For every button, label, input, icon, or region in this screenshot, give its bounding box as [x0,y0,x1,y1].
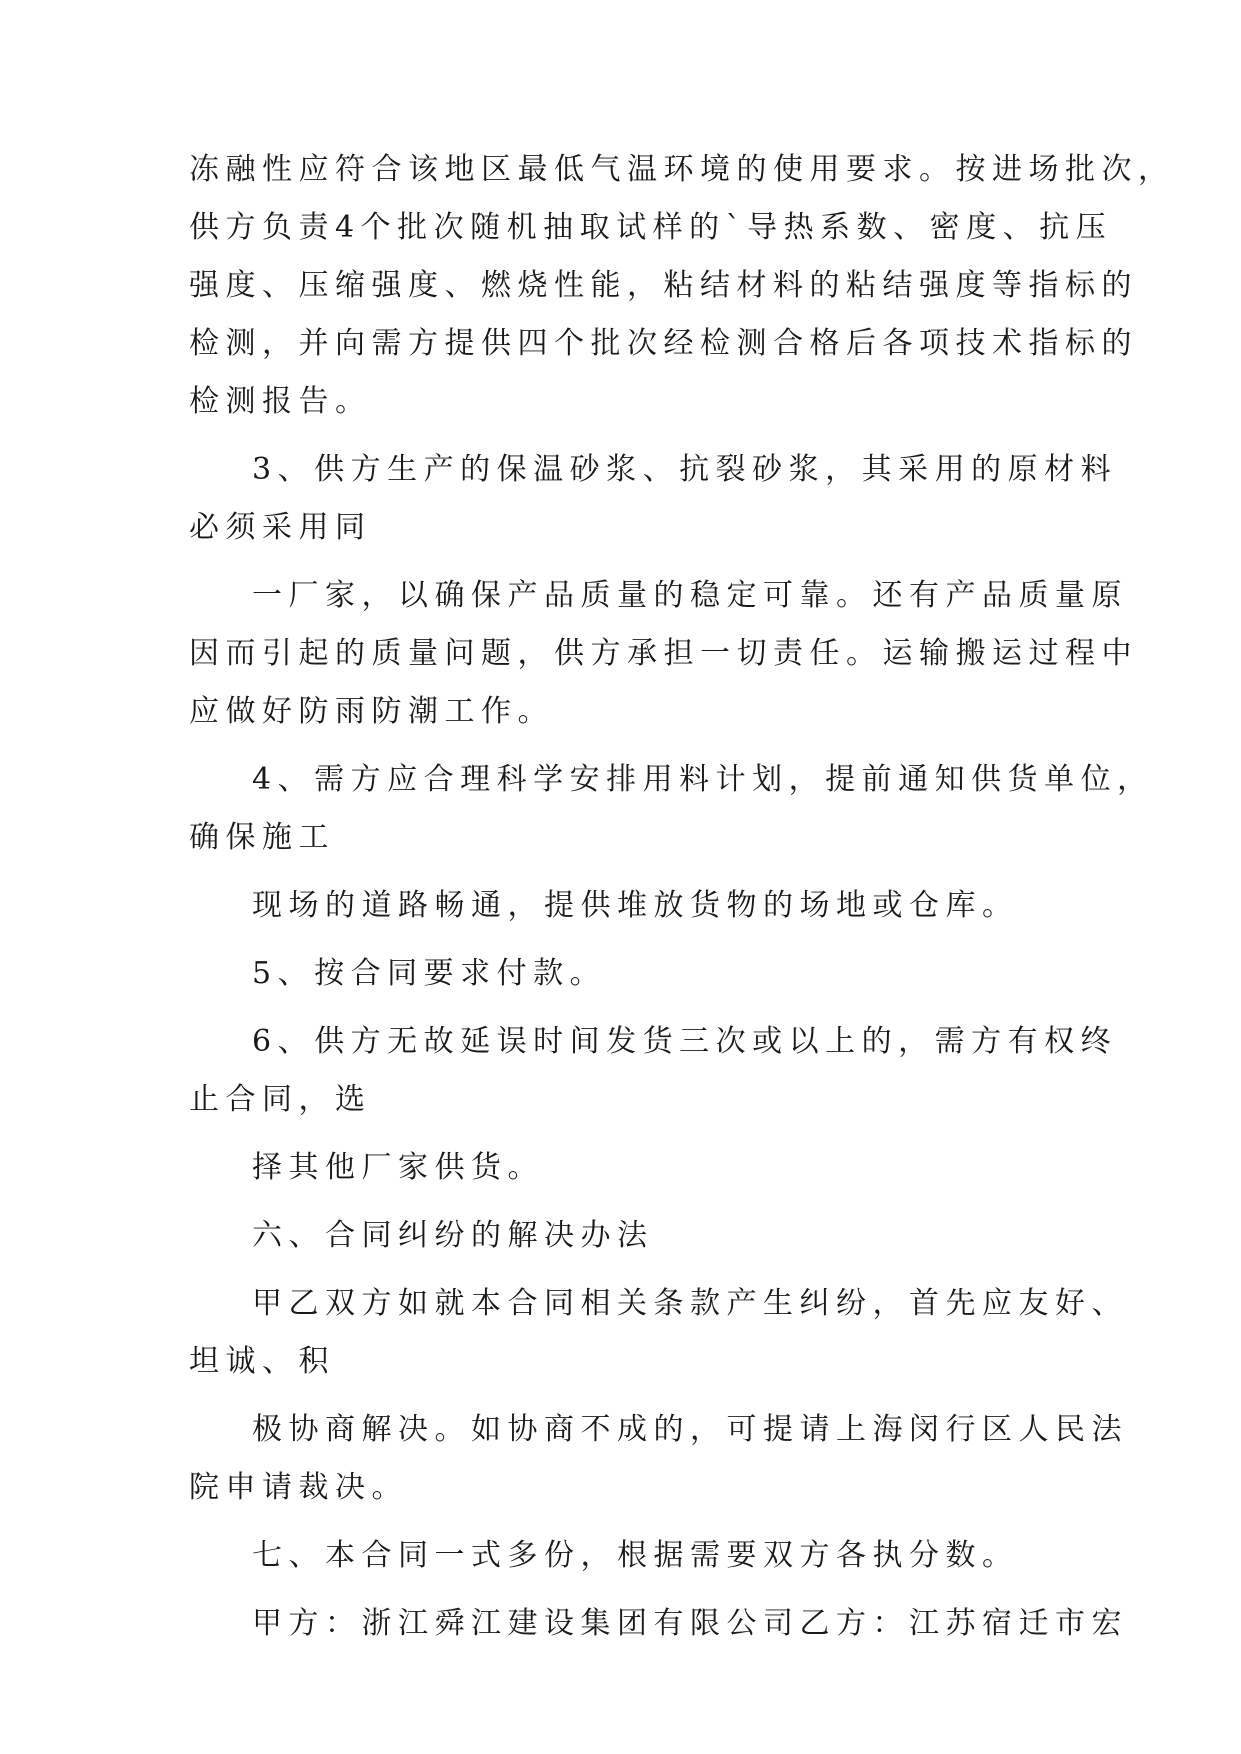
text-line: 6、供方无故延误时间发货三次或以上的，需方有权终 [252,1024,1118,1059]
text-line: 甲乙双方如就本合同相关条款产生纠纷，首先应友好、 [252,1286,1128,1321]
text-line: 应做好防雨防潮工作。 [189,694,554,729]
text-line: 一厂家，以确保产品质量的稳定可靠。还有产品质量原 [252,578,1128,613]
text-line: 院申请裁决。 [189,1470,408,1505]
section-heading: 七、本合同一式多份，根据需要双方各执分数。 [252,1538,1019,1573]
section-heading: 六、合同纠纷的解决办法 [252,1218,654,1253]
text-line: 3、供方生产的保温砂浆、抗裂砂浆，其采用的原材料 [252,452,1118,487]
text-line: 择其他厂家供货。 [252,1150,544,1185]
text-line: 极协商解决。如协商不成的，可提请上海闵行区人民法 [252,1412,1128,1447]
text-line: 供方负责4个批次随机抽取试样的`导热系数、密度、抗压 [189,210,1113,245]
text-line: 强度、压缩强度、燃烧性能，粘结材料的粘结强度等指标的 [189,268,1138,303]
text-line: 坦诚、积 [189,1344,335,1379]
text-line: 冻融性应符合该地区最低气温环境的使用要求。按进场批次， [189,152,1175,187]
text-line: 4、需方应合理科学安排用料计划，提前通知供货单位， [252,762,1154,797]
text-line: 5、按合同要求付款。 [252,956,607,991]
text-line: 检测，并向需方提供四个批次经检测合格后各项技术指标的 [189,326,1138,361]
text-line: 确保施工 [189,820,335,855]
text-line: 止合同，选 [189,1082,372,1117]
text-line: 因而引起的质量问题，供方承担一切责任。运输搬运过程中 [189,636,1138,671]
text-line: 检测报告。 [189,384,372,419]
text-line: 必须采用同 [189,510,372,545]
text-line: 甲方：浙江舜江建设集团有限公司乙方：江苏宿迁市宏 [252,1606,1128,1641]
text-line: 现场的道路畅通，提供堆放货物的场地或仓库。 [252,888,1019,923]
